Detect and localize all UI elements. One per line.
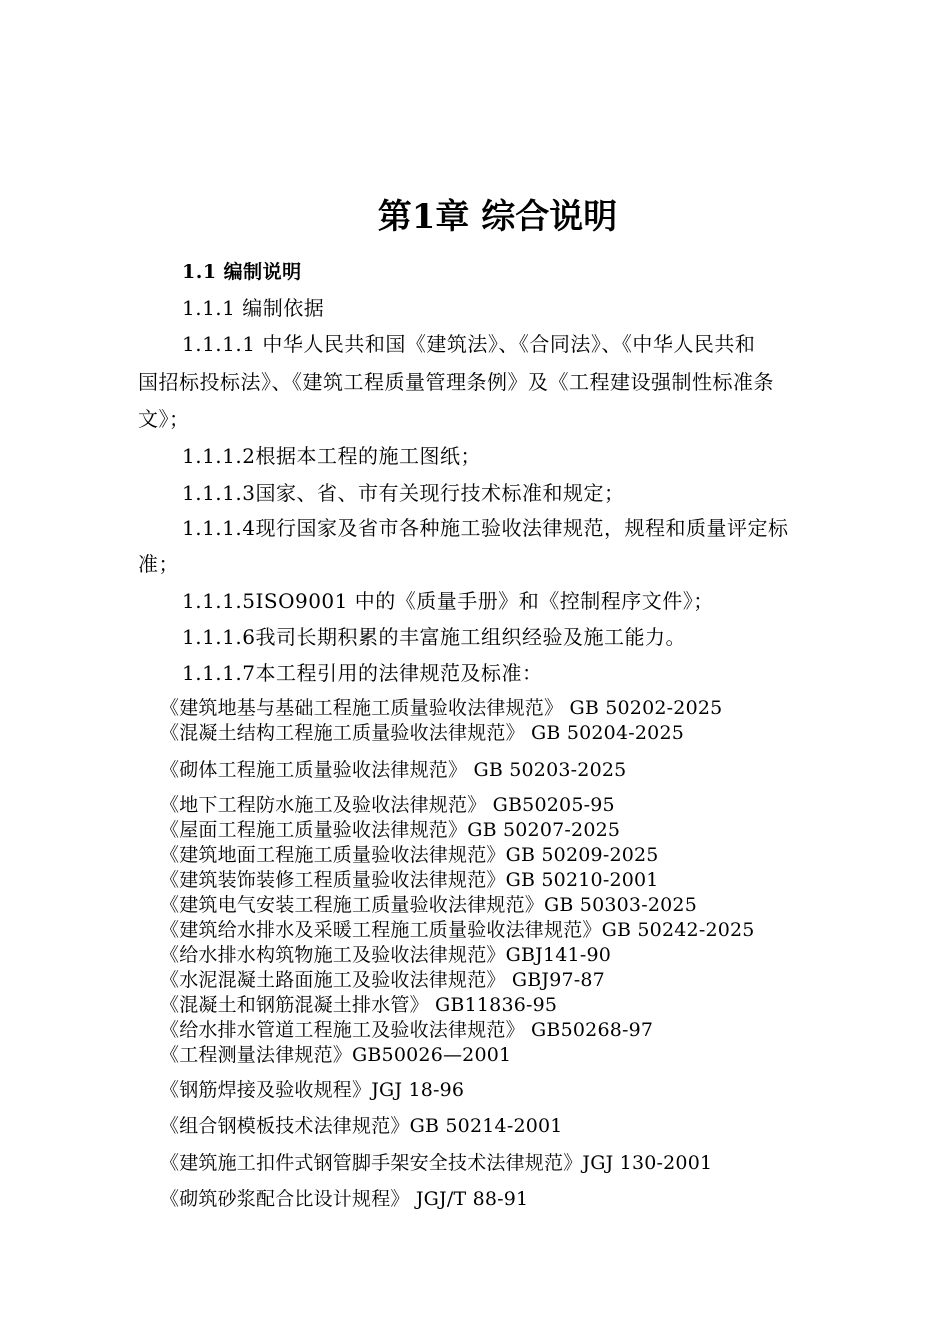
standard-item: 《混凝土结构工程施工质量验收法律规范》 GB 50204-2025 xyxy=(160,722,685,744)
standard-item: 《钢筋焊接及验收规程》JGJ 18-96 xyxy=(160,1079,465,1101)
standard-item: 《建筑地基与基础工程施工质量验收法律规范》 GB 50202-2025 xyxy=(160,697,723,719)
standard-item: 《组合钢模板技术法律规范》GB 50214-2001 xyxy=(160,1115,563,1137)
standard-item: 《给水排水管道工程施工及验收法律规范》 GB50268-97 xyxy=(160,1019,654,1041)
paragraph-line: 1.1.1.5ISO9001 中的《质量手册》和《控制程序文件》； xyxy=(182,589,714,613)
standard-item: 《水泥混凝土路面施工及验收法律规范》 GBJ97-87 xyxy=(160,969,605,991)
standard-item: 《建筑施工扣件式钢管脚手架安全技术法律规范》JGJ 130-2001 xyxy=(160,1152,713,1174)
sub-heading: 1.1.1 编制依据 xyxy=(182,296,325,320)
standard-item: 《混凝土和钢筋混凝土排水管》 GB11836-95 xyxy=(160,994,558,1016)
paragraph-line: 1.1.1.4现行国家及省市各种施工验收法律规范，规程和质量评定标 xyxy=(182,516,789,540)
standard-item: 《屋面工程施工质量验收法律规范》GB 50207-2025 xyxy=(160,819,621,841)
paragraph-line: 1.1.1.7本工程引用的法律规范及标准： xyxy=(182,661,543,685)
standard-item: 《建筑电气安装工程施工质量验收法律规范》GB 50303-2025 xyxy=(160,894,697,916)
standard-item: 《地下工程防水施工及验收法律规范》 GB50205-95 xyxy=(160,794,615,816)
standard-item: 《砌筑砂浆配合比设计规程》 JGJ/T 88-91 xyxy=(160,1188,529,1210)
standard-item: 《建筑给水排水及采暖工程施工质量验收法律规范》GB 50242-2025 xyxy=(160,919,755,941)
standard-item: 《给水排水构筑物施工及验收法律规范》GBJ141-90 xyxy=(160,944,612,966)
paragraph-line: 1.1.1.6我司长期积累的丰富施工组织经验及施工能力。 xyxy=(182,625,686,649)
standard-item: 《建筑地面工程施工质量验收法律规范》GB 50209-2025 xyxy=(160,844,659,866)
paragraph-line: 国招标投标法》、《建筑工程质量管理条例》及《工程建设强制性标准条 xyxy=(138,370,774,394)
paragraph-line: 准； xyxy=(138,552,179,576)
section-heading: 1.1 编制说明 xyxy=(182,261,302,283)
chapter-title: 第1章 综合说明 xyxy=(377,197,618,237)
standard-item: 《砌体工程施工质量验收法律规范》 GB 50203-2025 xyxy=(160,759,627,781)
standard-item: 《建筑装饰装修工程质量验收法律规范》GB 50210-2001 xyxy=(160,869,659,891)
standard-item: 《工程测量法律规范》GB50026—2001 xyxy=(160,1044,512,1066)
paragraph-line: 1.1.1.3国家、省、市有关现行技术标准和规定； xyxy=(182,481,625,505)
paragraph-line: 文》； xyxy=(138,407,190,431)
paragraph-line: 1.1.1.2根据本工程的施工图纸； xyxy=(182,444,481,468)
paragraph-line: 1.1.1.1 中华人民共和国《建筑法》、《合同法》、《中华人民共和 xyxy=(182,332,756,356)
